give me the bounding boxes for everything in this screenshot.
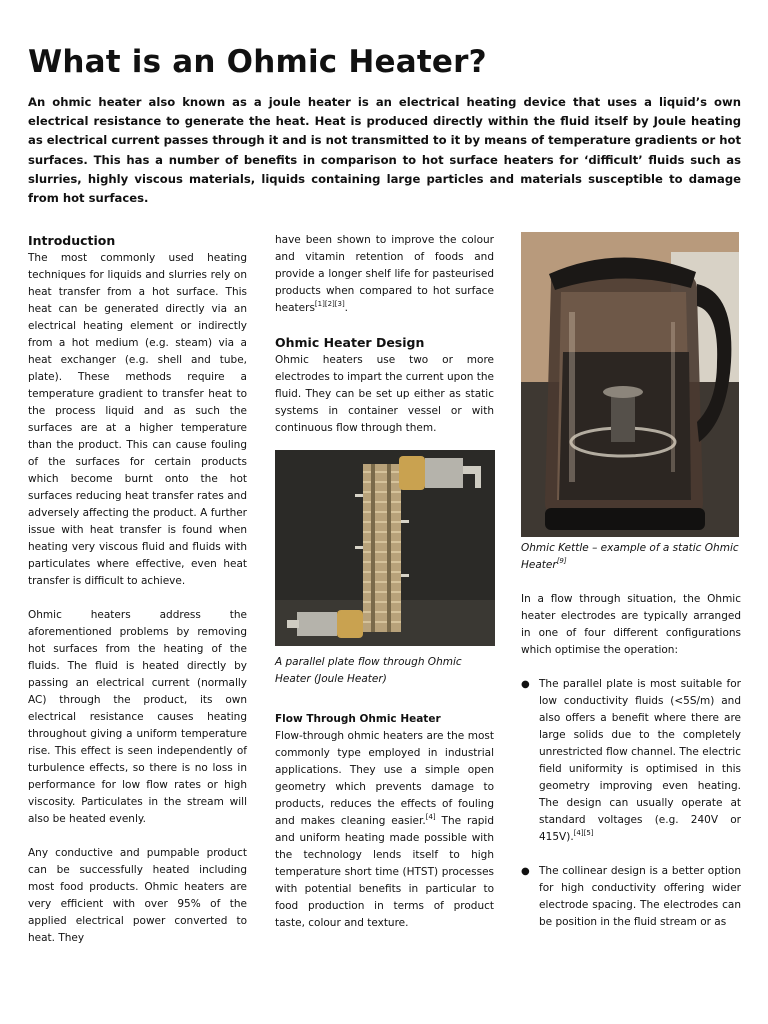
parallel-plate-heater-image: [275, 450, 495, 646]
configurations-paragraph: In a flow through situation, the Ohmic heater electrodes are typically arranged in one of four different configurations which optimise the operation:: [521, 593, 741, 656]
kettle-caption: [521, 540, 741, 574]
retention-text: have been shown to improve the colour and vitamin retention of foods and provide a longer shelf life for pasteurised products when compared to hot surface heaters: [275, 234, 494, 314]
introduction-paragraph-2: Ohmic heaters address the aforementioned problems by removing hot surfaces from the heating of the fluids. The fluid is heated directly by passing an electrical current (normally AC) through the product, its own electrical resistance causes heating throughout giving a uniform temperature rise. This effect is seen independently of turbulence effects, so there is no loss in performance for low flow rates or high viscosity. Particulates in the stream will also be heated evenly.: [28, 609, 247, 825]
ohmic-kettle-image: [521, 232, 739, 537]
collinear-text: The collinear design is a better option for high conductivity offering wider electrode spacing. The electrodes can be position in the fluid stream or as: [539, 865, 741, 928]
bullet-dot-icon: ●: [521, 679, 530, 690]
retention-paragraph: [275, 232, 494, 317]
flow-through-text-b: The rapid and uniform heating made possible with the technology lends itself to high temperature short time (HTST) processes with potential benefits in particular to food production in terms of product taste, colour and texture.: [275, 815, 494, 929]
introduction-paragraph-1: The most commonly used heating techniques for liquids and slurries rely on heat transfer from a hot surface. This heat can be generated directly via an electrical heating element or indirectly from a hot medium (e.g. steam) via a heat exchanger (e.g. shell and tube, plate). These methods require a temperature gradient to transfer heat to the process liquid and as such the surfaces are at a higher temperature than the product. This can cause fouling of the surfaces for certain products which become burnt onto the hot surfaces reducing heat transfer rates and adversely affecting the product. A further issue with heat transfer is found when heating very viscous fluid and fluids with particulates where effective, even heat transfer is difficult to achieve.: [28, 252, 247, 587]
intro-paragraph: An ohmic heater also known as a joule heater is an electrical heating device that uses a liquid’s own electrical resistance to generate the heat. Heat is produced directly within the fluid itself by Joule heating as electrical current passes through it and is not transmitted to it by means of temperature gradients or hot surfaces. This has a number of benefits in comparison to hot surface heaters for ‘difficult’ fluids such as slurries, highly viscous materials, liquids containing large particles and materials susceptible to damage from hot surfaces.: [28, 95, 741, 206]
retention-period: .: [344, 302, 349, 314]
design-heading: Ohmic Heater Design: [275, 335, 425, 350]
flow-through-paragraph: [275, 728, 494, 932]
design-paragraph: Ohmic heaters use two or more electrodes to impart the current upon the fluid. They can be set up either as static systems in container vessel or with continuous flow through them.: [275, 354, 494, 434]
bullet-dot-icon: ●: [521, 866, 530, 877]
column-2: [275, 232, 494, 932]
introduction-paragraph-3: Any conductive and pumpable product can be successfully heated including most food products. Ohmic heaters are very efficient with over 95% of the applied electrical power converted to heat. They: [28, 847, 247, 944]
page-title: What is an Ohmic Heater?: [28, 44, 487, 80]
kettle-caption-text: Ohmic Kettle – example of a static Ohmic Heater: [521, 542, 739, 571]
flow-through-text-a: Flow-through ohmic heaters are the most commonly type employed in industrial applications. They use a simple open geometry which prevents damage to products, reduces the effects of fouling and makes cleaning easier.: [275, 730, 494, 827]
column-1: [28, 232, 247, 947]
column-3: [521, 232, 741, 931]
reference-9: [9]: [556, 557, 567, 565]
flow-through-heading: Flow Through Ohmic Heater: [275, 713, 441, 725]
introduction-heading: Introduction: [28, 233, 116, 248]
reference-1-2-3: [1][2][3]: [314, 300, 345, 308]
reference-4-5: [4][5]: [573, 829, 594, 837]
parallel-plate-caption: A parallel plate flow through Ohmic Heater (Joule Heater): [275, 656, 462, 685]
bullet-collinear: [521, 863, 741, 931]
reference-4: [4]: [425, 813, 436, 821]
bullet-parallel-plate: [521, 676, 741, 846]
parallel-plate-text: [539, 676, 741, 846]
parallel-plate-body: The parallel plate is most suitable for low conductivity fluids (<5S/m) and also offers a benefit where there are large solids due to the completely unrestricted flow channel. The electric field uniformity is optimised in this geometry improving even heating. The design can usually operate at standard voltages (e.g. 240V or 415V).: [539, 678, 741, 843]
